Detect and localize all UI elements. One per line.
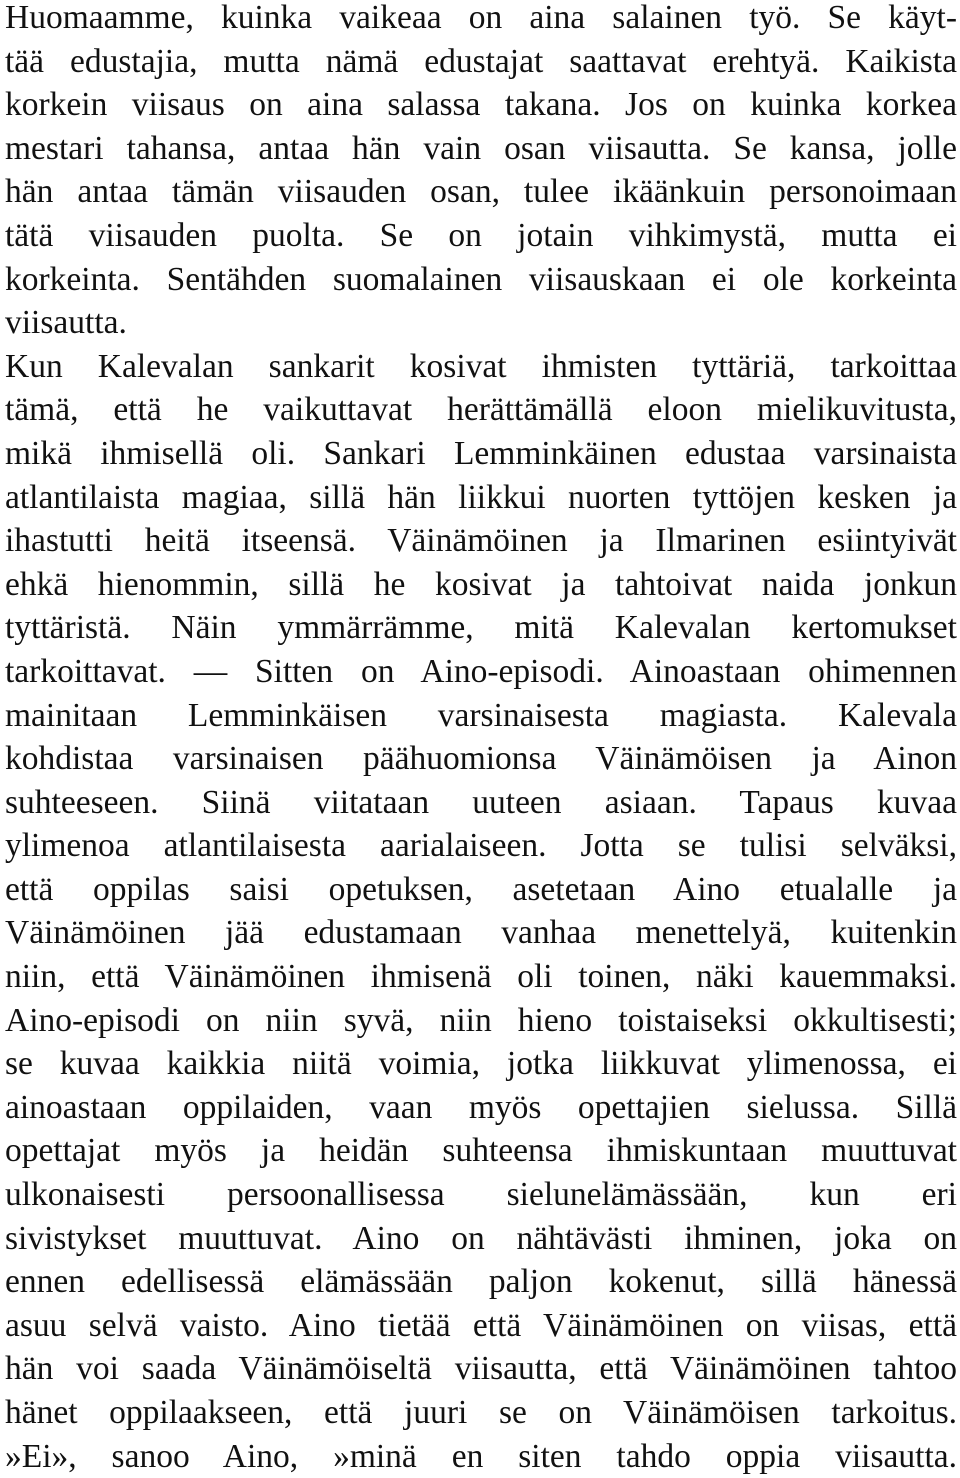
text-line: ehkä hienommin, sillä he kosivat ja tahtoivat naida jonkun <box>5 565 957 603</box>
text-line: tää edustajia, mutta nämä edustajat saattavat erehtyä. Kaikista <box>5 42 957 80</box>
text-line: sivistykset muuttuvat. Aino on nähtävästi ihminen, joka on <box>5 1219 957 1257</box>
text-line: korkeinta. Sentähden suomalainen viisauskaan ei ole korkeinta <box>5 260 957 298</box>
text-line: ennen edellisessä elämässään paljon kokenut, sillä hänessä <box>5 1263 957 1301</box>
text-line: niin, että Väinämöinen ihmisenä oli toinen, näki kauemmaksi. <box>5 958 957 996</box>
text-line: mainitaan Lemminkäisen varsinaisesta magiasta. Kalevala <box>5 696 957 734</box>
text-line: kohdistaa varsinaisen päähuomionsa Väinämöisen ja Ainon <box>5 740 957 778</box>
paragraph <box>5 0 957 345</box>
text-line: »Ei», sanoo Aino, »minä en siten tahdo oppia viisautta. <box>5 1437 957 1475</box>
text-line: ainoastaan oppilaiden, vaan myös opettajien sielussa. Sillä <box>5 1088 957 1126</box>
text-line: hänet oppilaakseen, että juuri se on Väinämöisen tarkoitus. <box>5 1394 957 1431</box>
text-line: korkein viisaus on aina salassa takana. Jos on kuinka korkea <box>5 86 957 124</box>
text-line: ylimenoa atlantilaisesta aarialaiseen. Jotta se tulisi selväksi, <box>5 827 957 865</box>
text-line: tämä, että he vaikuttavat herättämällä eloon mielikuvitusta, <box>5 391 957 429</box>
text-line: Väinämöinen jää edustamaan vanhaa menettelyä, kuitenkin <box>5 914 957 952</box>
text-line: mestari tahansa, antaa hän vain osan viisautta. Se kansa, jolle <box>5 129 957 167</box>
text-line: se kuvaa kaikkia niitä voimia, jotka liikkuvat ylimenossa, ei <box>5 1045 957 1083</box>
text-line: Huomaamme, kuinka vaikeaa on aina salainen työ. Se käyt- <box>5 0 957 36</box>
text-line: opettajat myös ja heidän suhteensa ihmiskuntaan muuttuvat <box>5 1132 957 1170</box>
paragraph <box>5 345 957 1478</box>
text-line: ulkonaisesti persoonallisessa sielunelämässään, kun eri <box>5 1176 957 1214</box>
text-line: atlantilaista magiaa, sillä hän liikkui nuorten tyttöjen kesken ja <box>5 478 957 516</box>
text-line: suhteeseen. Siinä viitataan uuteen asiaan. Tapaus kuvaa <box>5 783 957 821</box>
text-line: asuu selvä vaisto. Aino tietää että Väinämöinen on viisas, että <box>5 1306 957 1344</box>
text-line: Kun Kalevalan sankarit kosivat ihmisten tyttäriä, tarkoittaa <box>5 347 957 385</box>
text-line: viisautta. <box>5 304 127 342</box>
text-line: hän antaa tämän viisauden osan, tulee ikäänkuin personoimaan <box>5 173 957 211</box>
text-line: hän voi saada Väinämöiseltä viisautta, että Väinämöinen tahtoo <box>5 1350 957 1388</box>
text-line: tyttäristä. Näin ymmärrämme, mitä Kalevalan kertomukset <box>5 609 957 647</box>
text-line: tätä viisauden puolta. Se on jotain vihkimystä, mutta ei <box>5 216 957 254</box>
text-line: mikä ihmisellä oli. Sankari Lemminkäinen edustaa varsinaista <box>5 434 957 472</box>
text-line: ihastutti heitä itseensä. Väinämöinen ja Ilmarinen esiintyivät <box>5 522 957 560</box>
text-line: Aino-episodi on niin syvä, niin hieno toistaiseksi okkultisesti; <box>5 1001 957 1039</box>
text-line: että oppilas saisi opetuksen, asetetaan Aino etualalle ja <box>5 870 957 908</box>
text-line: tarkoittavat. — Sitten on Aino-episodi. Ainoastaan ohimennen <box>5 652 957 690</box>
